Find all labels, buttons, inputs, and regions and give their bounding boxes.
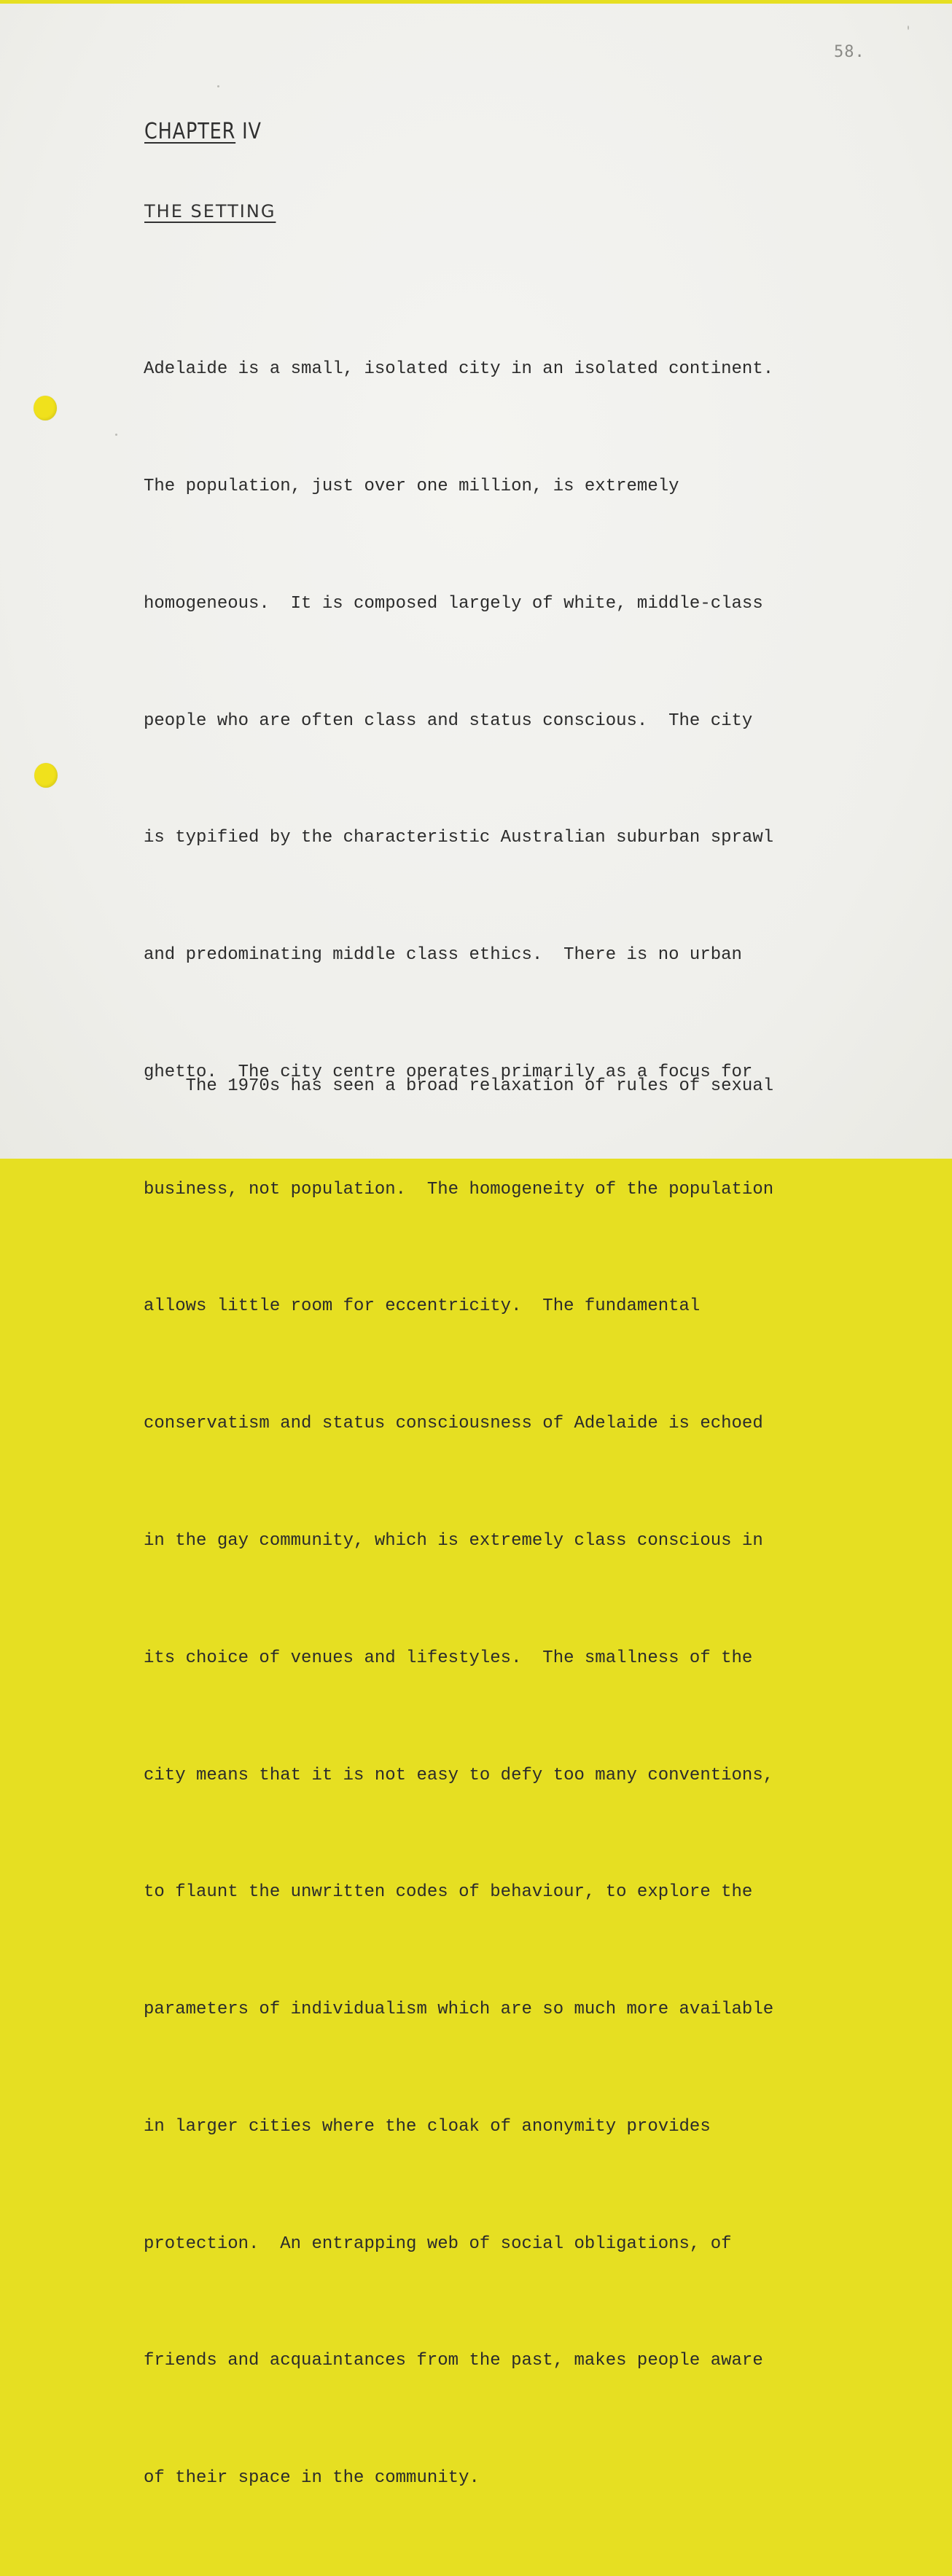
text-line: conservatism and status consciousness of Adelaide is echoed [144,1414,763,1434]
text-line: The 1970s has seen a broad relaxation of rules of sexual [185,1076,774,1096]
text-line: business, not population. The homogeneity of the population [144,1179,774,1199]
paragraph-1 [144,272,873,2576]
text-line: ghetto. The city centre operates primarily as a focus for [144,1062,753,1082]
text-line: its choice of venues and lifestyles. The smallness of the [144,1648,753,1668]
paper-speck [115,434,117,436]
punch-hole-top [34,396,57,420]
page-number: 58. [834,43,865,61]
text-line: city means that it is not easy to defy too many conventions, [144,1765,774,1785]
text-line: in the gay community, which is extremely class conscious in [144,1531,763,1551]
text-line: of their space in the community. [144,2468,480,2489]
text-line: Adelaide is a small, isolated city in an isolated continent. [144,359,774,380]
text-line: homogeneous. It is composed largely of white, middle-class [144,593,763,614]
chapter-heading [144,119,262,144]
text-line: protection. An entrapping web of social obligations, of [144,2234,732,2254]
document-page [0,4,952,2489]
section-title: THE SETTING [144,201,276,222]
chapter-numeral: IV [242,119,262,144]
text-line: The population, just over one million, is extremely [144,476,679,496]
text-line: and predominating middle class ethics. There is no urban [144,945,742,966]
text-line: people who are often class and status conscious. The city [144,710,753,731]
paper-speck [908,26,909,30]
text-line: in larger cities where the cloak of anonymity provides [144,2116,711,2137]
text-line: friends and acquaintances from the past, makes people aware [144,2351,763,2371]
paper-speck [217,85,219,87]
chapter-word: CHAPTER [144,119,236,144]
paragraph-2 [144,1057,773,1116]
text-line: allows little room for eccentricity. The fundamental [144,1296,701,1317]
punch-hole-bottom [34,763,58,788]
text-line: is typified by the characteristic Australian suburban sprawl [144,828,774,848]
text-line: parameters of individualism which are so much more available [144,2000,774,2020]
text-line: to flaunt the unwritten codes of behaviour, to explore the [144,1882,753,1903]
